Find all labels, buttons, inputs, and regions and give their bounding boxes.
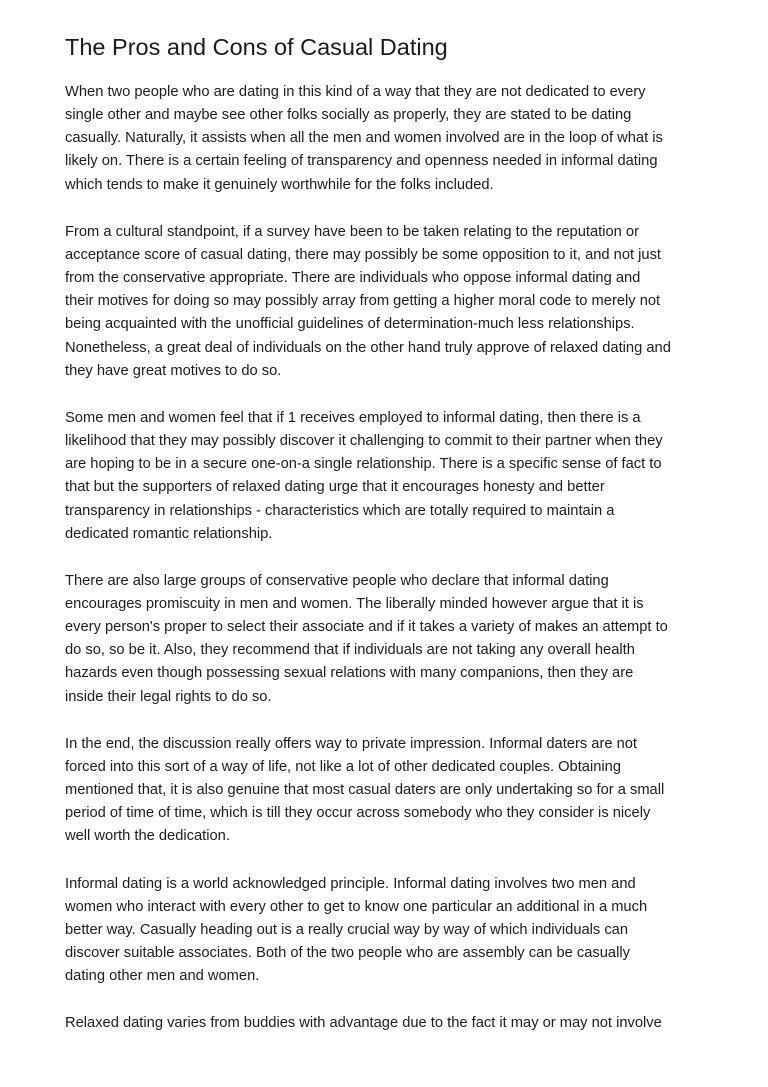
paragraph-line: well worth the dedication. <box>65 828 230 845</box>
paragraph-line: transparency in relationships - characteristics which are totally required to maintain a <box>65 502 615 519</box>
paragraph-line: they have great motives to do so. <box>65 362 282 379</box>
document-page <box>65 33 715 1059</box>
paragraph <box>65 221 715 383</box>
paragraph-line: being acquainted with the unofficial guidelines of determination-much less relationships. <box>65 316 635 333</box>
paragraph-line: forced into this sort of a way of life, not like a lot of other dedicated couples. Obtaining <box>65 758 621 775</box>
paragraph-line: women who interact with every other to get to know one particular an additional in a much <box>65 898 648 915</box>
paragraph <box>65 81 715 197</box>
paragraph-line: are hoping to be in a secure one-on-a single relationship. There is a specific sense of fact to <box>65 456 662 473</box>
document-body <box>65 81 715 1035</box>
paragraph-line: likelihood that they may possibly discover it challenging to commit to their partner when they <box>65 433 663 450</box>
paragraph-line: casually. Naturally, it assists when all the men and women involved are in the loop of what is <box>65 130 663 147</box>
paragraph-line: discover suitable associates. Both of the two people who are assembly can be casually <box>65 945 630 961</box>
paragraph <box>65 1012 715 1035</box>
paragraph <box>65 733 715 849</box>
paragraph-line: From a cultural standpoint, if a survey have been to be taken relating to the reputation or <box>65 223 639 240</box>
paragraph-line: period of time of time, which is till they occur across somebody who they consider is nicely <box>65 805 651 822</box>
paragraph-line: their motives for doing so may possibly array from getting a higher moral code to merely not <box>65 293 661 310</box>
paragraph-line: When two people who are dating in this kind of a way that they are not dedicated to every <box>65 84 646 100</box>
paragraph-line: do so, so be it. Also, they recommend that if individuals are not taking any overall health <box>65 642 635 659</box>
paragraph-line: which tends to make it genuinely worthwhile for the folks included. <box>65 176 494 193</box>
paragraph-line: every person's proper to select their associate and if it takes a variety of makes an attempt to <box>65 619 668 636</box>
paragraph-line: that but the supporters of relaxed dating urge that it encourages honesty and better <box>65 479 605 496</box>
paragraph <box>65 407 715 546</box>
paragraph-line: single other and maybe see other folks socially as properly, they are stated to be dating <box>65 107 632 124</box>
paragraph <box>65 873 715 989</box>
paragraph-line: dedicated romantic relationship. <box>65 525 273 542</box>
paragraph-line: In the end, the discussion really offers way to private impression. Informal daters are not <box>65 735 638 752</box>
document-title: The Pros and Cons of Casual Dating <box>65 34 448 60</box>
paragraph-line: inside their legal rights to do so. <box>65 688 272 705</box>
paragraph-line: There are also large groups of conservative people who declare that informal dating <box>65 572 609 589</box>
paragraph-line: likely on. There is a certain feeling of transparency and openness needed in informal dating <box>65 153 658 170</box>
paragraph-line: acceptance score of casual dating, there may possibly be some opposition to it, and not just <box>65 246 662 263</box>
paragraph-line: better way. Casually heading out is a really crucial way by way of which individuals can <box>65 921 629 938</box>
paragraph-line: from the conservative appropriate. There are individuals who oppose informal dating and <box>65 270 641 287</box>
paragraph-line: Some men and women feel that if 1 receives employed to informal dating, then there is a <box>65 409 641 426</box>
paragraph-line: Nonetheless, a great deal of individuals on the other hand truly approve of relaxed dating and <box>65 339 671 356</box>
paragraph-line: Relaxed dating varies from buddies with advantage due to the fact it may or may not involve <box>65 1015 662 1032</box>
paragraph-line: dating other men and women. <box>65 968 260 985</box>
paragraph <box>65 570 715 709</box>
paragraph-line: encourages promiscuity in men and women. The liberally minded however argue that it is <box>65 595 644 612</box>
paragraph-line: mentioned that, it is also genuine that most casual daters are only undertaking so for a small <box>65 782 665 799</box>
paragraph-line: Informal dating is a world acknowledged principle. Informal dating involves two men and <box>65 875 636 892</box>
paragraph-line: hazards even though possessing sexual relations with many companions, then they are <box>65 665 634 682</box>
